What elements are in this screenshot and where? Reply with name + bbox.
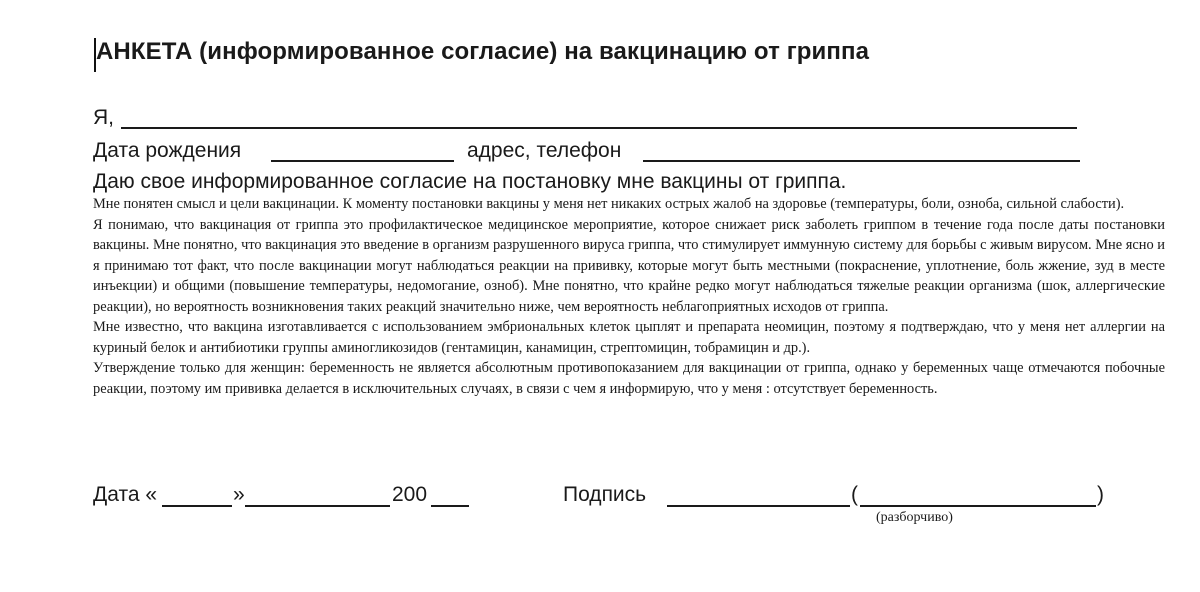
paragraph-women: Утверждение только для женщин: беременность не является абсолютным противопоказанием для вакцинации от гриппа, однако у беременных чаще отмечаются побочные реакции, поэтому им прививка делается в исключительных случаях, в связи с чем я информирую, что у меня : отсутствует беременность. — [93, 360, 1165, 397]
full-name-line[interactable] — [860, 505, 1096, 507]
date-close-quote: » — [233, 483, 245, 506]
birth-date-line[interactable] — [271, 160, 454, 162]
address-phone-label: адрес, телефон — [467, 139, 622, 162]
paragraph-allergy: Мне известно, что вакцина изготавливается с использованием эмбриональных клеток цыплят и препарата неомицин, поэтому я подтверждаю, что у меня нет аллергии на куриный белок и антибиотики группы аминогликозидов (гентамицин, канамицин, стрептомицин, тобрамицин и др.). — [93, 319, 1165, 356]
paren-open: ( — [851, 483, 858, 506]
consent-body — [93, 194, 1165, 399]
signature-label: Подпись — [563, 483, 647, 506]
paragraph-understanding: Я понимаю, что вакцинация от гриппа это профилактическое медицинское мероприятие, которое снижает риск заболеть гриппом в течение года после даты постановки вакцины. Мне понятно, что вакцинация это введение в организм разрушенного вируса гриппа, что стимулирует иммунную систему для борьбы с живым вирусом. Мне ясно и я принимаю тот факт, что после вакцинации могут наблюдаться реакции на прививку, которые могут быть местными (покраснение, уплотнение, боль жжение, зуд в месте инъекции) и общими (повышение температуры, недомогание, озноб). Мне понятно, что крайне редко могут наблюдаться тяжелые реакции организма (шок, аллергические реакции), но вероятность возникновения таких реакций значительно ниже, чем вероятность неблагоприятных исходов от гриппа. — [93, 216, 1165, 315]
name-field-line[interactable] — [121, 127, 1077, 129]
paragraph-purpose: Мне понятен смысл и цели вакцинации. К моменту постановки вакцины у меня нет никаких острых жалоб на здоровье (температуры, боли, озноба, сильной слабости). — [93, 196, 1125, 212]
date-year-line[interactable] — [431, 505, 469, 507]
date-year-prefix: 200 — [392, 483, 428, 506]
date-month-line[interactable] — [245, 505, 390, 507]
birth-date-label: Дата рождения — [93, 139, 242, 162]
legibly-note: (разборчиво) — [876, 510, 953, 525]
name-field-label: Я, — [93, 106, 114, 129]
address-phone-line[interactable] — [643, 160, 1080, 162]
date-label: Дата « — [93, 483, 158, 506]
consent-statement: Даю свое информированное согласие на постановку мне вакцины от гриппа. — [93, 170, 847, 193]
paren-close: ) — [1097, 483, 1104, 506]
form-title: АНКЕТА (информированное согласие) на вакцинацию от гриппа — [96, 38, 870, 65]
date-day-line[interactable] — [162, 505, 232, 507]
signature-line[interactable] — [667, 505, 850, 507]
